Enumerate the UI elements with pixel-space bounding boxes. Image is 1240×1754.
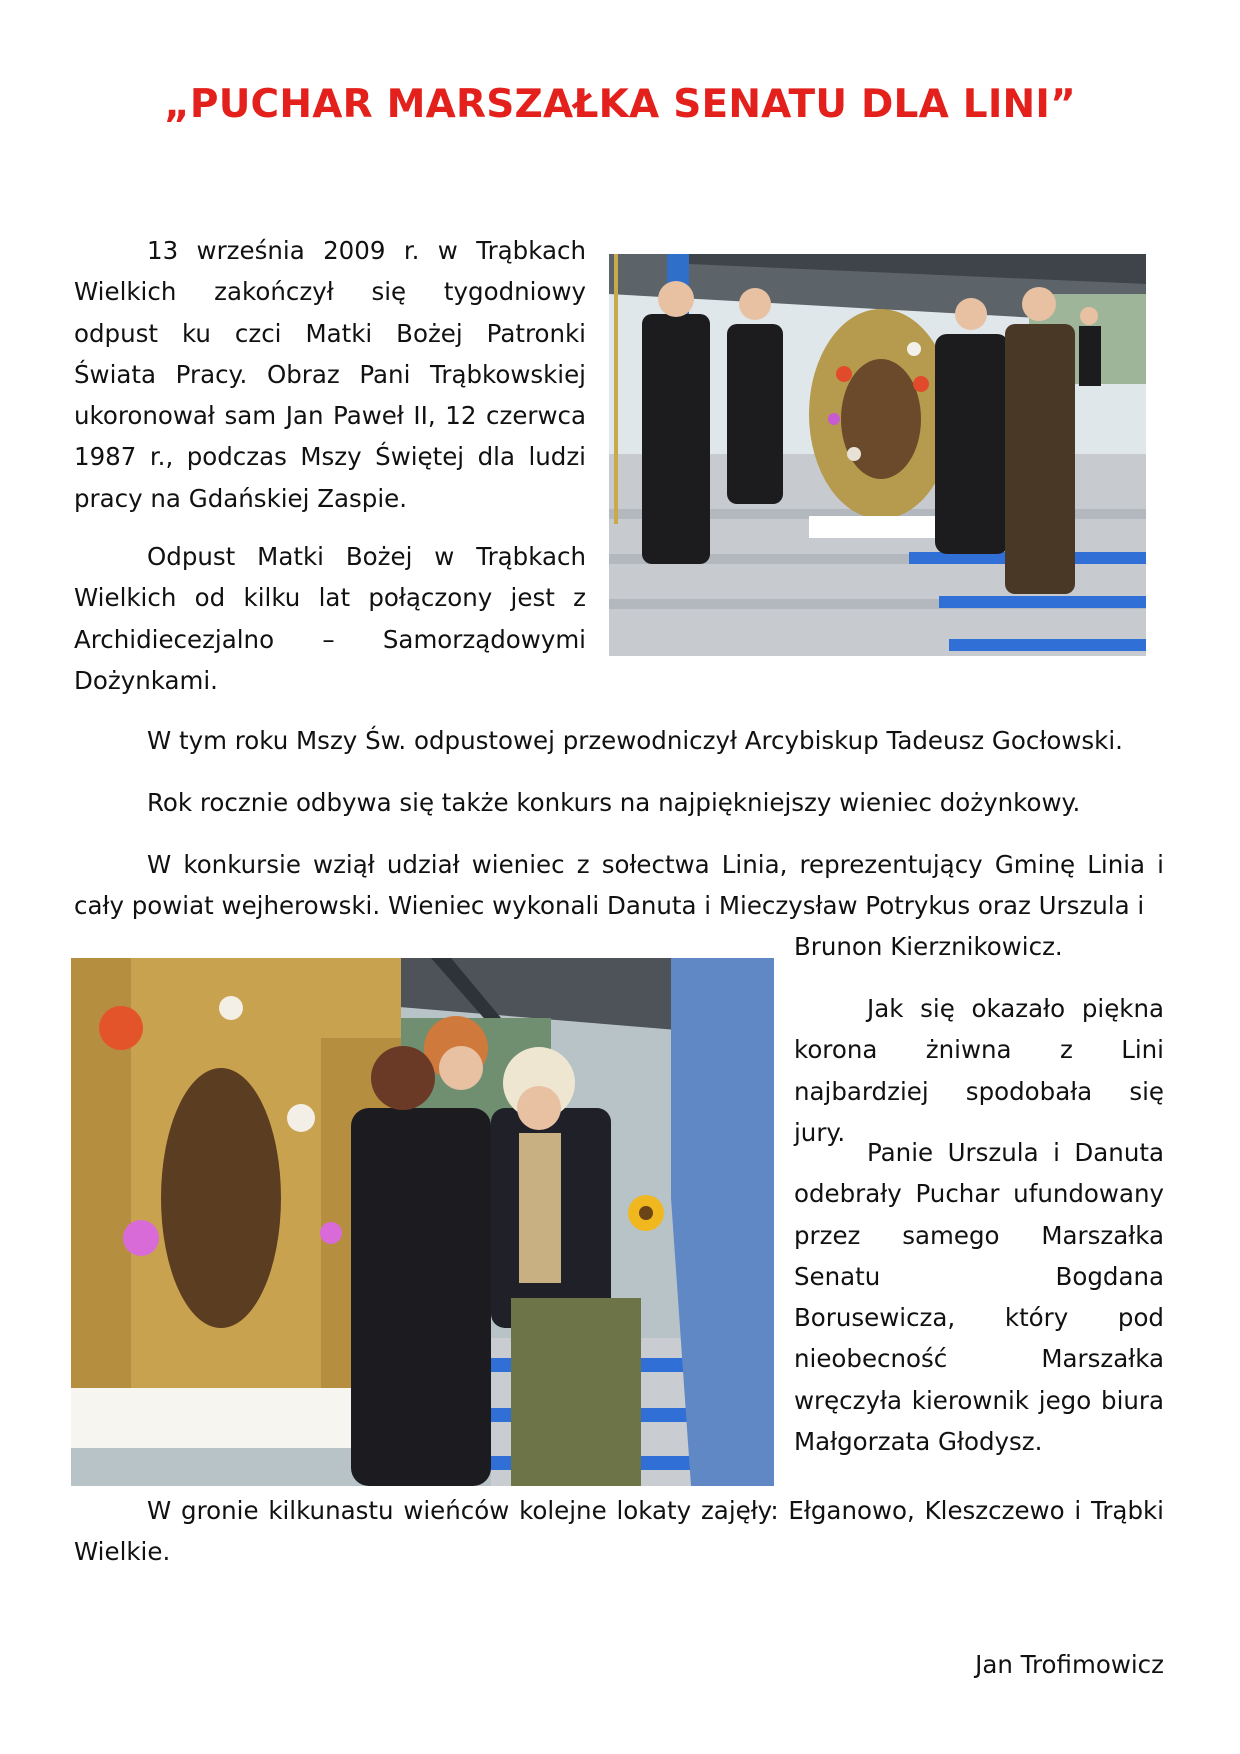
- paragraph-8: W gronie kilkunastu wieńców kolejne lokaty zajęły: Ełganowo, Kleszczewo i Trąbki Wielkie.: [74, 1496, 1164, 1567]
- paragraph-6: Jak się okazało piękna korona żniwna z Lini najbardziej spodobała się jury.: [794, 994, 1164, 1147]
- page-title: „PUCHAR MARSZAŁKA SENATU DLA LINI”: [164, 82, 1076, 127]
- paragraph-7: Panie Urszula i Danuta odebrały Puchar ufundowany przez samego Marszałka Senatu Bogdana Borusewicza, który pod nieobecność Marszałka wręczyła kierownik jego biura Małgorzata Głodysz.: [794, 1138, 1164, 1457]
- paragraph-3: W tym roku Mszy Św. odpustowej przewodniczył Arcybiskup Tadeusz Gocłowski.: [147, 726, 1123, 755]
- photo-harvest-crown-group: [609, 254, 1146, 656]
- paragraph-4: Rok rocznie odbywa się także konkurs na najpiękniejszy wieniec dożynkowy.: [147, 788, 1081, 817]
- author-signature: Jan Trofimowicz: [975, 1650, 1164, 1679]
- paragraph-1: 13 września 2009 r. w Trąbkach Wielkich zakończył się tygodniowy odpust ku czci Matki Bożej Patronki Świata Pracy. Obraz Pani Trąbkowskiej ukoronował sam Jan Paweł II, 12 czerwca 1987 r., podczas Mszy Świętej dla ludzi pracy na Gdańskiej Zaspie.: [74, 236, 586, 513]
- paragraph-5: W konkursie wziął udział wieniec z sołectwa Linia, reprezentujący Gminę Linia i cały powiat wejherowski. Wieniec wykonali Danuta i Mieczysław Potrykus oraz Urszula i: [74, 850, 1164, 921]
- paragraph-2: Odpust Matki Bożej w Trąbkach Wielkich od kilku lat połączony jest z Archidiecezjalno – Samorządowymi Dożynkami.: [74, 542, 586, 695]
- photo-trophy-handover: [71, 958, 774, 1486]
- paragraph-5-continuation: Brunon Kierznikowicz.: [794, 932, 1063, 961]
